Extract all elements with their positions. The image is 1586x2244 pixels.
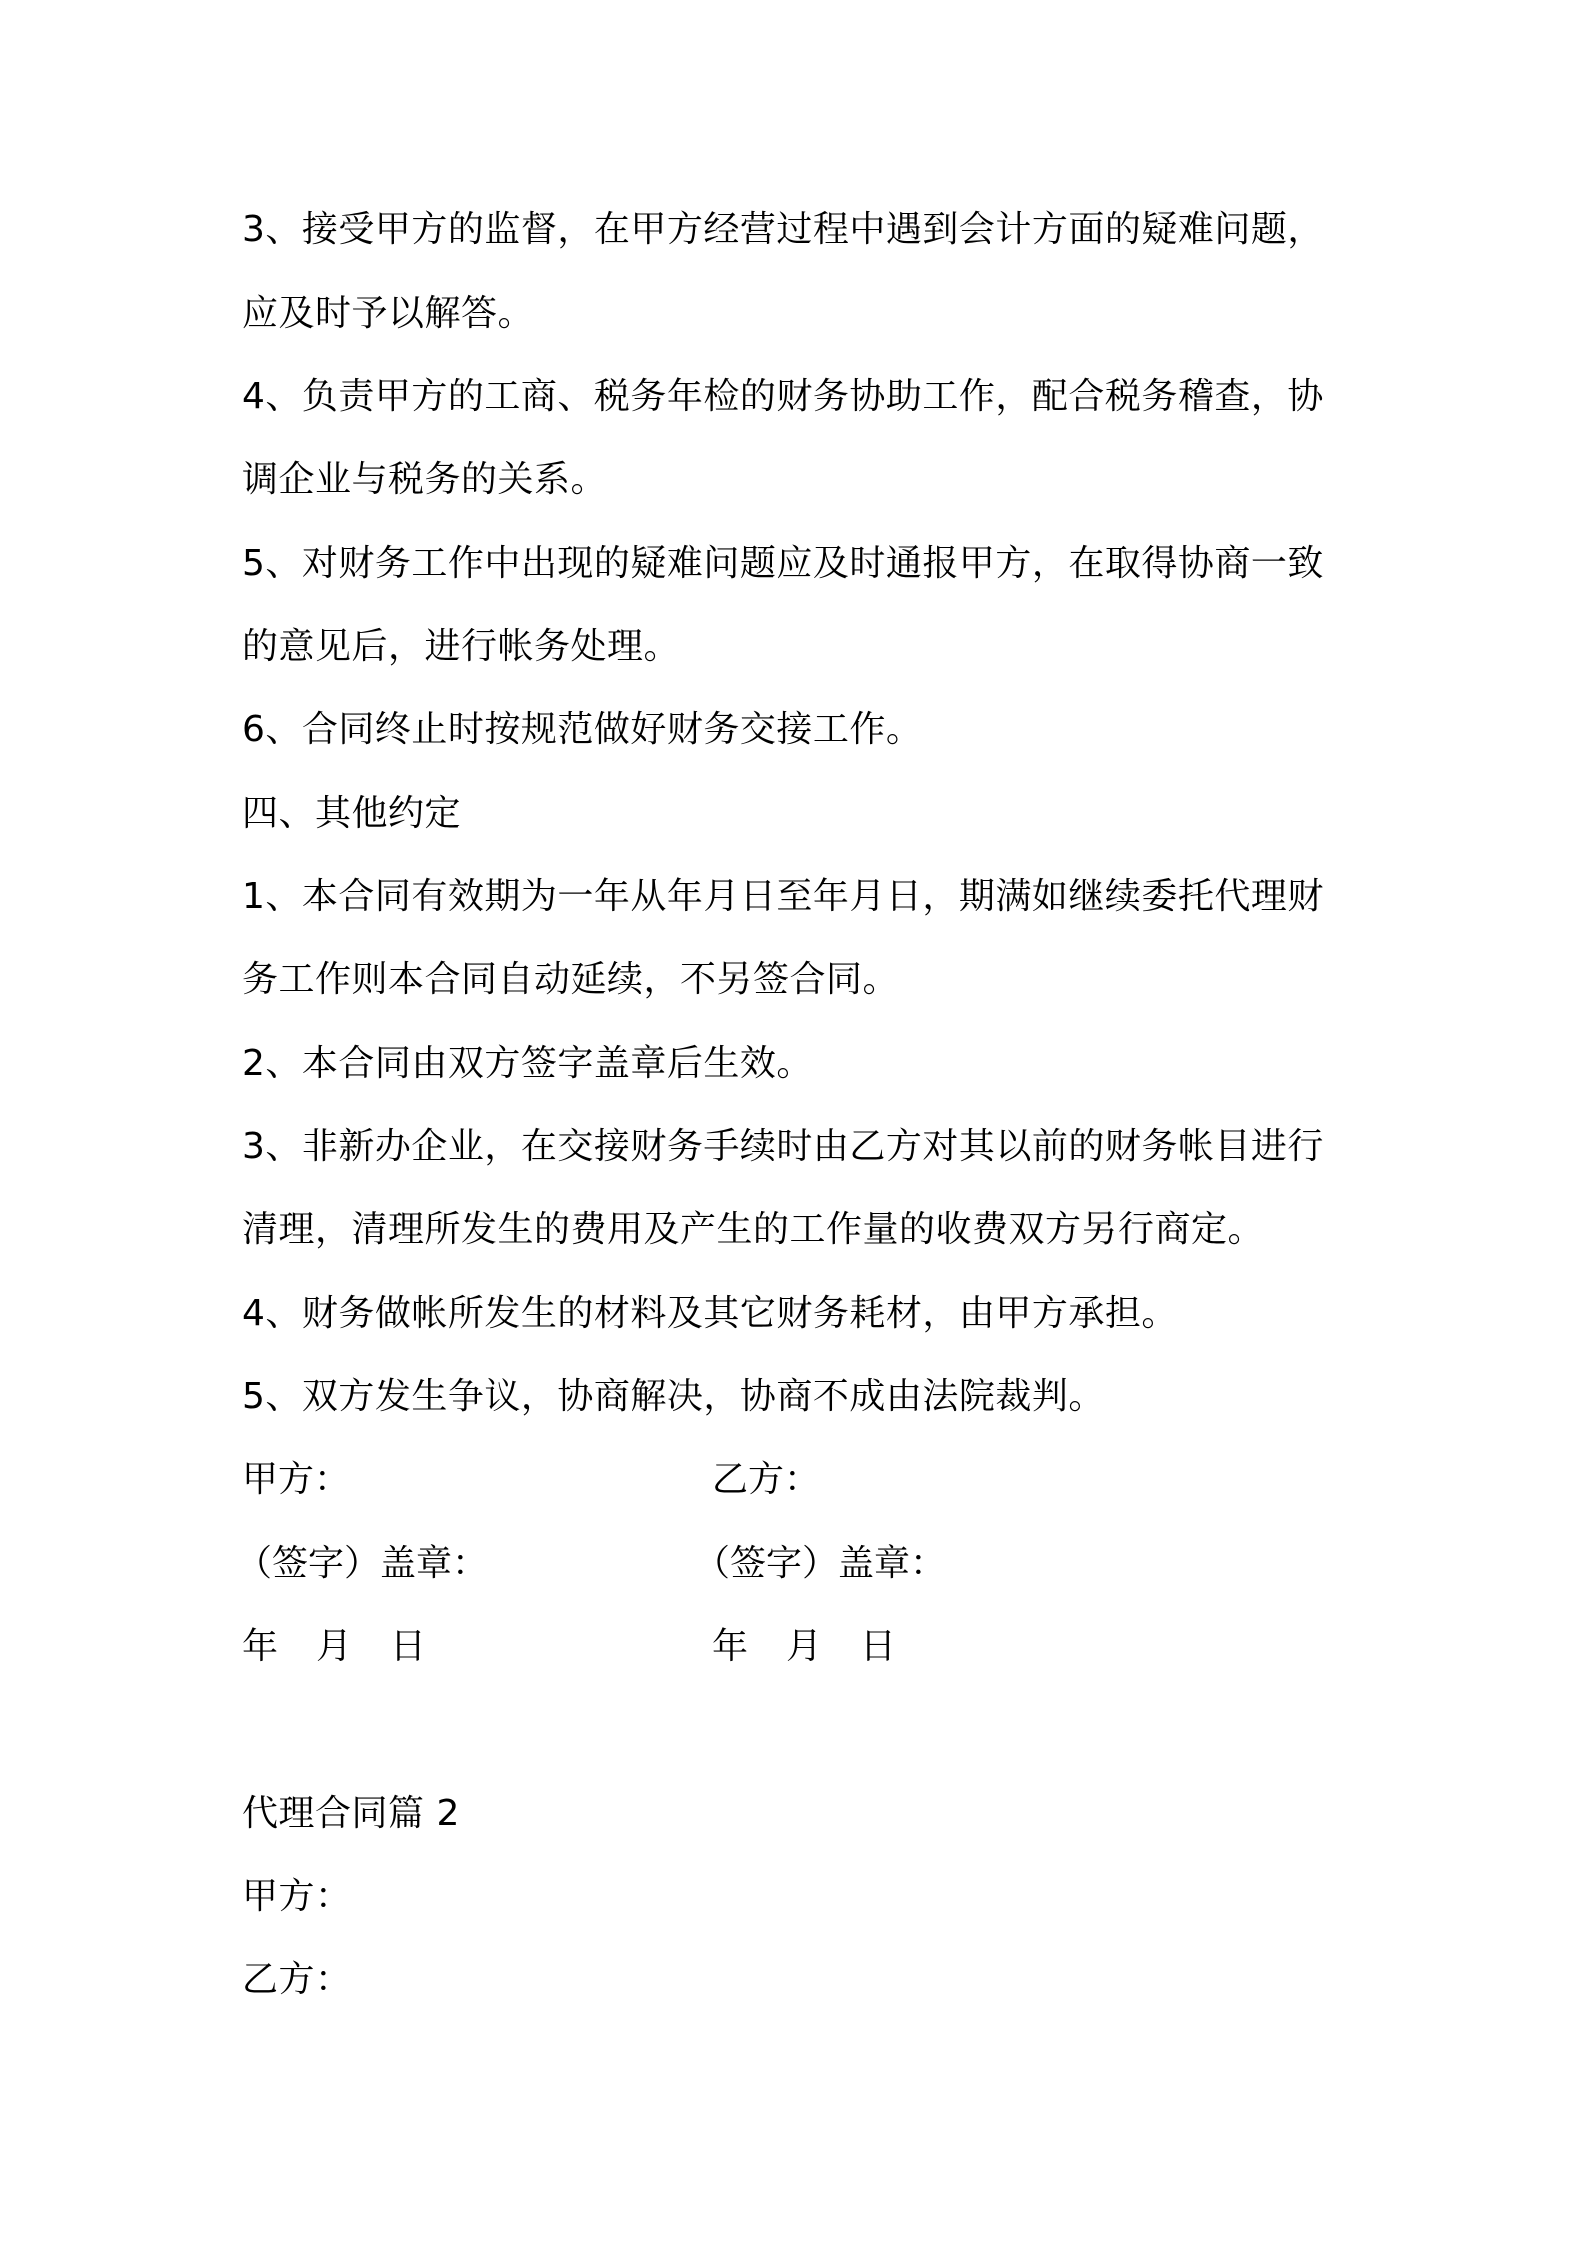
paragraph-line: 6、合同终止时按规范做好财务交接工作。 xyxy=(242,709,923,750)
paragraph-line: 应及时予以解答。 xyxy=(242,293,535,334)
date-month: 月 xyxy=(786,1626,823,1667)
date-year: 年 xyxy=(242,1626,279,1667)
paragraph-line: 4、财务做帐所发生的材料及其它财务耗材，由甲方承担。 xyxy=(242,1293,1178,1334)
paragraph-line: 1、本合同有效期为一年从年月日至年月日，期满如继续委托代理财 xyxy=(242,876,1324,917)
paragraph-line: 5、对财务工作中出现的疑难问题应及时通报甲方，在取得协商一致 xyxy=(242,543,1324,584)
section-title: 代理合同篇 2 xyxy=(242,1793,460,1834)
section-heading: 四、其他约定 xyxy=(242,793,462,834)
party-b-date xyxy=(712,1623,896,1671)
next-party-b-label: 乙方： xyxy=(242,1959,352,2000)
date-month: 月 xyxy=(316,1626,353,1667)
date-day: 日 xyxy=(860,1626,897,1667)
paragraph-line: 4、负责甲方的工商、税务年检的财务协助工作，配合税务稽查，协 xyxy=(242,376,1324,417)
party-b-stamp-label: （签字）盖章： xyxy=(694,1543,947,1584)
date-day: 日 xyxy=(390,1626,427,1667)
paragraph-line: 2、本合同由双方签字盖章后生效。 xyxy=(242,1043,813,1084)
paragraph-line: 务工作则本合同自动延续，不另签合同。 xyxy=(242,959,900,1000)
party-a-date xyxy=(242,1623,426,1671)
date-year: 年 xyxy=(712,1626,749,1667)
paragraph-line: 5、双方发生争议，协商解决，协商不成由法院裁判。 xyxy=(242,1376,1105,1417)
party-a-label: 甲方： xyxy=(242,1459,351,1500)
paragraph-line: 3、非新办企业，在交接财务手续时由乙方对其以前的财务帐目进行 xyxy=(242,1126,1324,1167)
paragraph-line: 清理，清理所发生的费用及产生的工作量的收费双方另行商定。 xyxy=(242,1209,1265,1250)
party-a-stamp-label: （签字）盖章： xyxy=(236,1543,489,1584)
paragraph-line: 3、接受甲方的监督，在甲方经营过程中遇到会计方面的疑难问题， xyxy=(242,209,1324,250)
paragraph-line: 的意见后，进行帐务处理。 xyxy=(242,626,681,667)
party-b-label: 乙方： xyxy=(712,1459,821,1500)
next-party-a-label: 甲方： xyxy=(242,1876,352,1917)
paragraph-line: 调企业与税务的关系。 xyxy=(242,459,608,500)
